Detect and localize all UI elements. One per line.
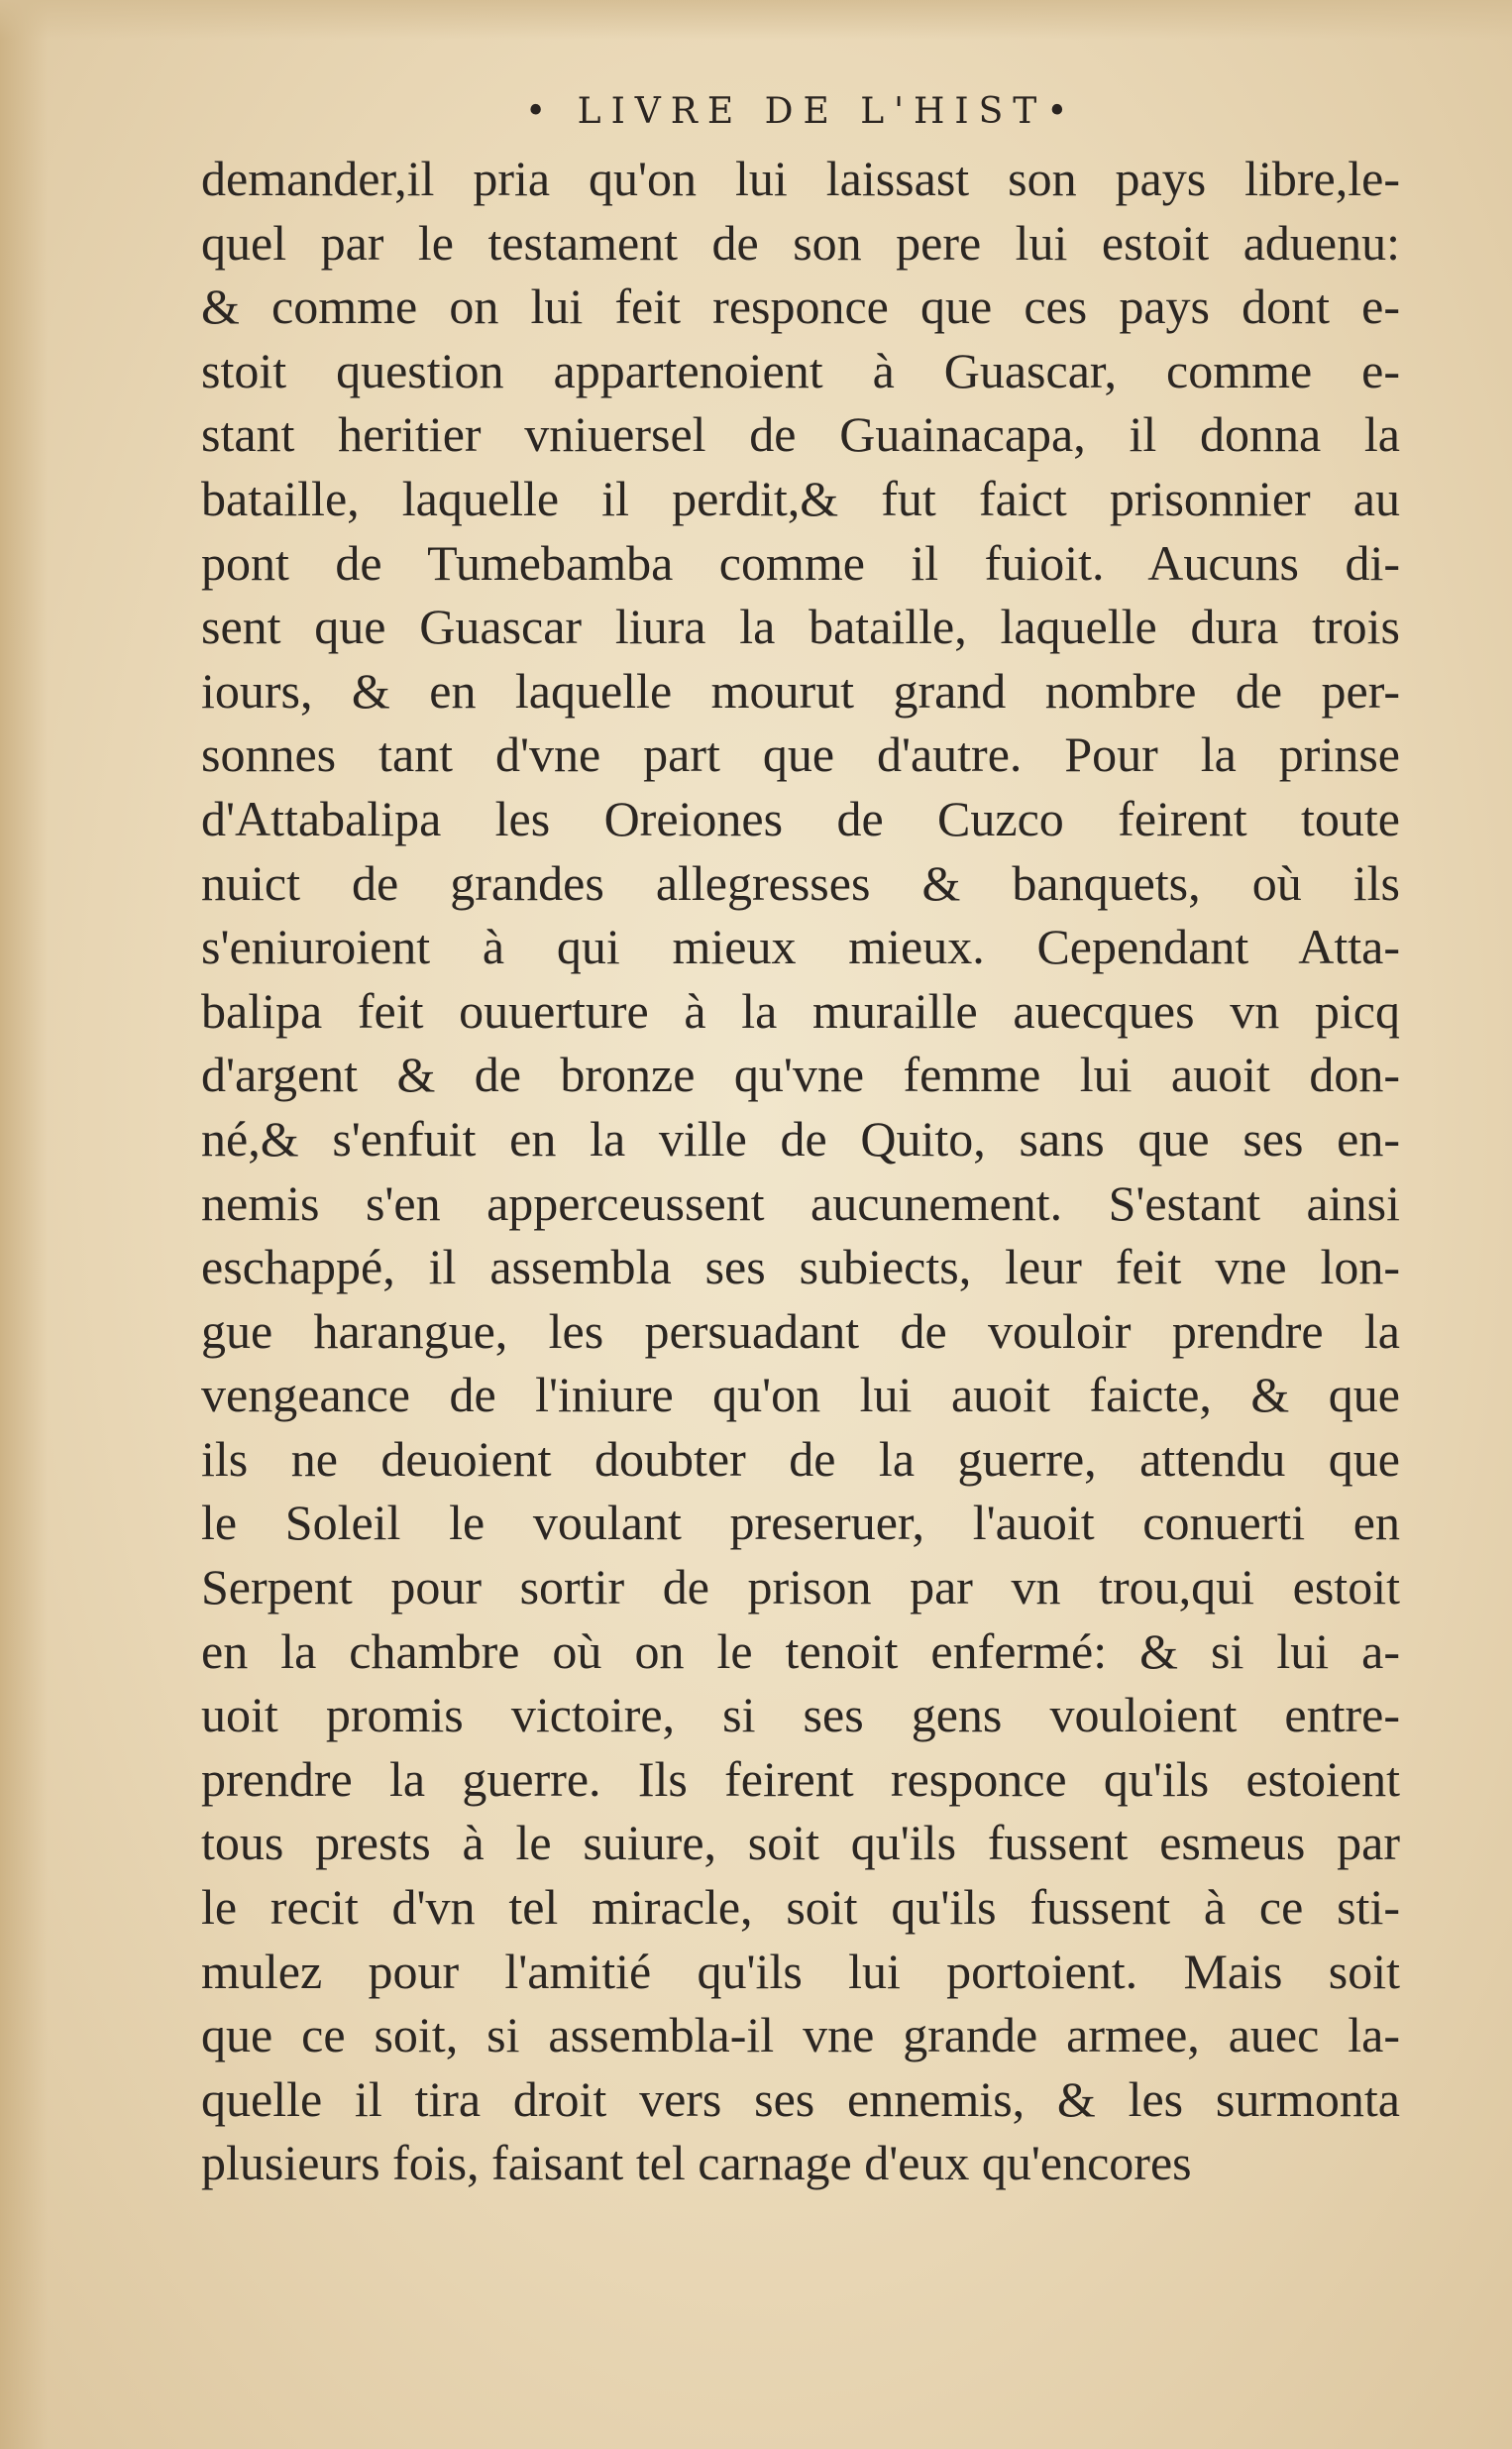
text-line: plusieurs fois, faisant tel carnage d'eux qu'encores (201, 2135, 1192, 2191)
text-line: quel par le testament de son pere lui estoit aduenu: (201, 214, 1400, 271)
text-line: & comme on lui feit responce que ces pays dont e- (201, 278, 1400, 335)
text-line: prendre la guerre. Ils feirent responce qu'ils estoient (201, 1750, 1400, 1807)
text-line: stoit question appartenoient à Guascar, comme e- (201, 342, 1400, 398)
text-line: vengeance de l'iniure qu'on lui auoit faicte, & que (201, 1367, 1400, 1423)
text-line: ils ne deuoient doubter de la guerre, attendu que (201, 1430, 1400, 1487)
text-line: uoit promis victoire, si ses gens vouloient entre- (201, 1687, 1400, 1743)
text-line: eschappé, il assembla ses subiects, leur feit vne lon- (201, 1239, 1400, 1295)
text-line: que ce soit, si assembla-il vne grande armee, auec la- (201, 2007, 1400, 2063)
text-line: le Soleil le voulant preseruer, l'auoit conuerti en (201, 1495, 1400, 1551)
text-line: gue harangue, les persuadant de vouloir prendre la (201, 1302, 1400, 1359)
page-top-shadow (0, 0, 1512, 40)
text-line: tous prests à le suiure, soit qu'ils fussent esmeus par (201, 1815, 1400, 1871)
text-line: né,& s'enfuit en la ville de Quito, sans que ses en- (201, 1110, 1400, 1167)
text-line: mulez pour l'amitié qu'ils lui portoient. Mais soit (201, 1943, 1400, 1999)
text-line: nuict de grandes allegresses & banquets, où ils (201, 854, 1400, 911)
text-line: quelle il tira droit vers ses ennemis, & les surmonta (201, 2070, 1400, 2127)
text-line: bataille, laquelle il perdit,& fut faict prisonnier au (201, 470, 1400, 526)
text-line: d'Attabalipa les Oreiones de Cuzco feirent toute (201, 790, 1400, 846)
running-head: • LIVRE DE L'HIST• (525, 91, 1078, 132)
text-line: stant heritier vniuersel de Guainacapa, il donna la (201, 406, 1400, 463)
text-line: sent que Guascar liura la bataille, laquelle dura trois (201, 599, 1400, 655)
text-line: demander,il pria qu'on lui laissast son pays libre,le- (201, 151, 1400, 206)
text-line: d'argent & de bronze qu'vne femme lui auoit don- (201, 1047, 1400, 1103)
page-edge-shadow (0, 0, 48, 2449)
text-line: pont de Tumebamba comme il fuioit. Aucuns di- (201, 534, 1400, 591)
text-line: balipa feit ouuerture à la muraille auecques vn picq (201, 982, 1400, 1039)
text-line: sonnes tant d'vne part que d'autre. Pour la prinse (201, 726, 1400, 783)
text-line: en la chambre où on le tenoit enfermé: & si lui a- (201, 1622, 1400, 1679)
text-line: iours, & en laquelle mourut grand nombre de per- (201, 662, 1400, 719)
text-line: Serpent pour sortir de prison par vn trou,qui estoit (201, 1559, 1400, 1615)
text-line: le recit d'vn tel miracle, soit qu'ils fussent à ce sti- (201, 1879, 1400, 1936)
body-text (201, 147, 1400, 2195)
text-line: nemis s'en apperceussent aucunement. S'estant ainsi (201, 1174, 1400, 1231)
text-line: s'eniuroient à qui mieux mieux. Cependant Atta- (201, 919, 1400, 975)
